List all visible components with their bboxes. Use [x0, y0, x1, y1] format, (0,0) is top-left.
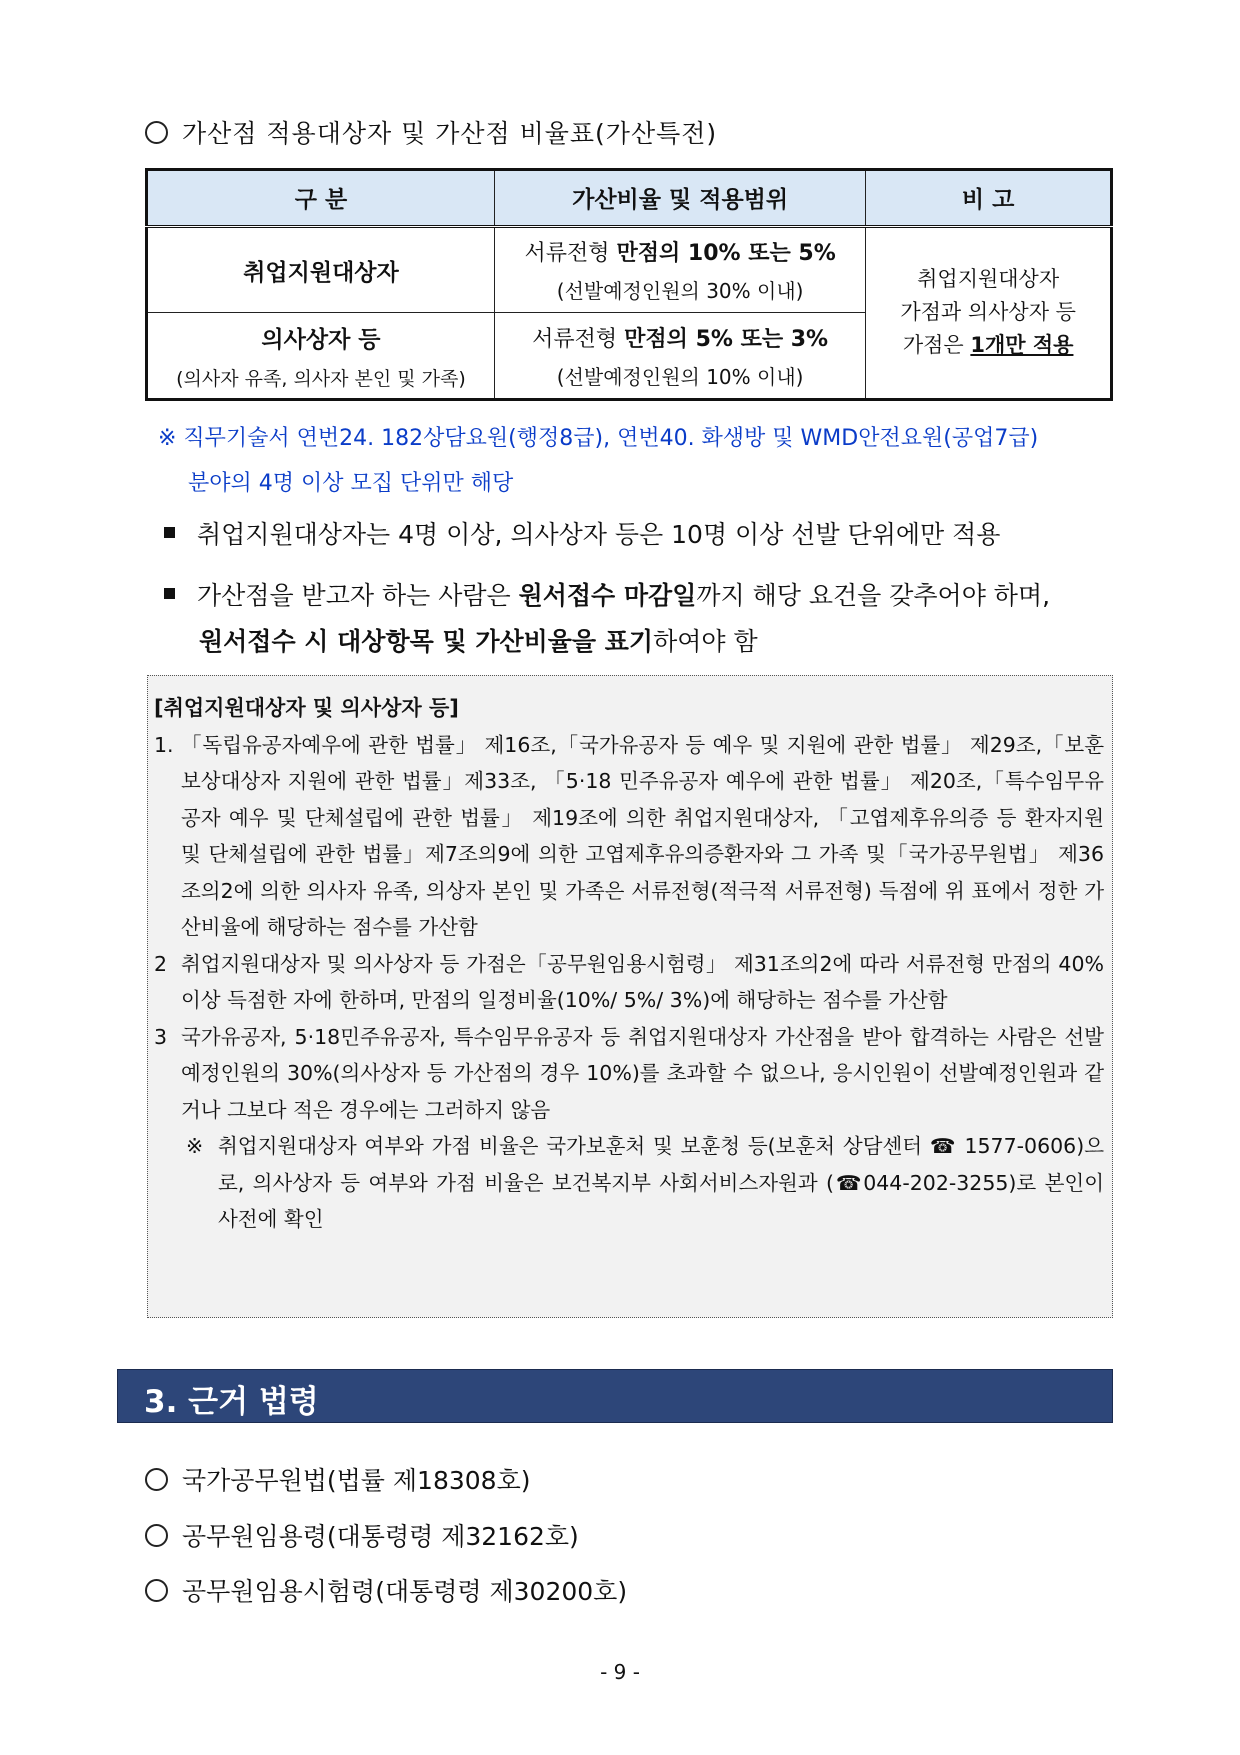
row2-rate — [494, 313, 865, 400]
subnote-text: 취업지원대상자 여부와 가점 비율은 국가보훈처 및 보훈청 등(보훈처 상담센터 ☎ 1577-0606)으로, 의사상자 등 여부와 가점 비율은 보건복지부 사회서비스자원과 (☎044-202-3255)로 본인이 사전에 확인 — [218, 1134, 1104, 1231]
law-item — [145, 1517, 579, 1553]
row2-category — [147, 313, 495, 400]
rate-bold: 만점의 5% 또는 3% — [624, 326, 829, 352]
row2-category-sub: (의사자 유족, 의사자 본인 및 가족) — [176, 367, 466, 390]
header-rate: 가산비율 및 적용범위 — [494, 170, 865, 227]
box-title: [취업지원대상자 및 의사상자 등] — [154, 696, 459, 720]
law-item — [145, 1572, 627, 1608]
circle-bullet-icon — [145, 1524, 168, 1547]
remark-line2: 가점과 의사상자 등 — [900, 300, 1076, 325]
bullet-item-2 — [164, 573, 1116, 665]
bullet2-a: 가산점을 받고자 하는 사람은 — [197, 581, 519, 610]
bullet2-line1 — [164, 573, 1116, 619]
row1-rate-sub: (선발예정인원의 30% 이내) — [556, 279, 804, 304]
item-text: 「독립유공자예우에 관한 법률」 제16조,「국가유공자 등 예우 및 지원에 관한 법률」 제29조,「보훈보상대상자 지원에 관한 법률」제33조, 「5·18 민주유공자 예우에 관한 법률」 제20조,「특수임무유공자 예우 및 단체설립에 관한 법률」 제19조에 의한 취업지원대상자, 「고엽제후유의증 등 환자지원 및 단체설립에 관한 법률」제7조의9에 의한 고엽제후유의증환자와 그 가족 및「국가공무원법」 제36조의2에 의한 의사자 유족, 의상자 본인 및 가족은 서류전형(적극적 서류전형) 득점에 위 표에서 정한 가산비율에 해당하는 점수를 가산함 — [181, 732, 1104, 939]
row1-category — [147, 226, 495, 313]
row1-rate-text — [495, 236, 865, 267]
table-header-row — [147, 170, 1112, 227]
section-header-legal-basis — [117, 1369, 1113, 1423]
remark-line3 — [866, 329, 1110, 362]
remark-line1: 취업지원대상자 — [917, 267, 1060, 292]
row1-rate — [494, 226, 865, 313]
heading-text: 가산점 적용대상자 및 가산점 비율표(가산특전) — [182, 119, 718, 148]
row2-rate-text — [495, 322, 865, 353]
list-item — [154, 946, 1104, 1019]
row1-category-label: 취업지원대상자 — [243, 259, 399, 286]
item-number: 1. — [154, 732, 174, 757]
bullet2-d: 원서접수 시 대상항목 및 가산비율을 표기 — [199, 627, 654, 656]
table-row — [147, 226, 1112, 313]
remark-emphasis: 1개만 적용 — [970, 333, 1074, 358]
circle-bullet-icon — [145, 121, 168, 144]
item-text: 국가유공자, 5·18민주유공자, 특수임무유공자 등 취업지원대상자 가산점을 받아 합격하는 사람은 선발예정인원의 30%(의사상자 등 가산점의 경우 10%)를 초과할 수 없으나, 응시인원이 선발예정인원과 같거나 그보다 적은 경우에는 그러하지 않음 — [181, 1024, 1104, 1122]
rate-prefix: 서류전형 — [532, 326, 625, 352]
bullet2-e: 하여야 함 — [653, 627, 758, 656]
remark-prefix: 가점은 — [902, 333, 971, 358]
note-line1: ※ 직무기술서 연번24. 182상담요원(행정8급), 연번40. 화생방 및 WMD안전요원(공업7급) — [158, 426, 1039, 451]
item-number: 3 — [154, 1024, 168, 1049]
note-line2: 분야의 4명 이상 모집 단위만 해당 — [188, 471, 514, 496]
law-text: 공무원임용시험령(대통령령 제30200호) — [182, 1577, 628, 1606]
bullet-item-1 — [164, 512, 1116, 558]
circle-bullet-icon — [145, 1579, 168, 1602]
square-bullet-icon — [164, 527, 175, 538]
header-remark: 비 고 — [866, 170, 1112, 227]
bullet2-b: 원서접수 마감일 — [518, 581, 697, 610]
header-category: 구 분 — [147, 170, 495, 227]
bullet2-c: 까지 해당 요건을 갖추어야 하며, — [696, 581, 1051, 610]
law-item — [145, 1461, 530, 1497]
law-text: 공무원임용령(대통령령 제32162호) — [182, 1522, 579, 1551]
rate-bold: 만점의 10% 또는 5% — [616, 241, 836, 267]
rate-prefix: 서류전형 — [524, 241, 617, 267]
legal-basis-box — [147, 675, 1113, 1318]
page-number: - 9 - — [600, 1660, 640, 1684]
note-applicable-positions — [158, 416, 1118, 506]
circle-bullet-icon — [145, 1468, 168, 1491]
list-item — [154, 727, 1104, 946]
item-text: 취업지원대상자 및 의사상자 등 가점은「공무원임용시험령」 제31조의2에 따라 서류전형 만점의 40% 이상 득점한 자에 한하며, 만점의 일정비율(10%/ 5%/ 3%)에 해당하는 점수를 가산함 — [181, 951, 1104, 1012]
list-item — [154, 1019, 1104, 1129]
section-heading-bonus-table — [145, 114, 717, 150]
contact-subnote — [154, 1128, 1104, 1238]
law-text: 국가공무원법(법률 제18308호) — [182, 1466, 531, 1495]
bullet-text: 취업지원대상자는 4명 이상, 의사상자 등은 10명 이상 선발 단위에만 적용 — [197, 520, 1001, 549]
bonus-rate-table — [145, 168, 1113, 401]
square-bullet-icon — [164, 588, 175, 599]
row2-rate-sub: (선발예정인원의 10% 이내) — [556, 364, 804, 389]
subnote-mark: ※ — [186, 1134, 204, 1158]
remark-cell — [866, 226, 1112, 399]
bullet2-line2 — [164, 619, 1116, 665]
row2-category-label: 의사상자 등 — [261, 326, 381, 353]
section-title: 3. 근거 법령 — [144, 1384, 319, 1420]
item-number: 2 — [154, 951, 168, 976]
